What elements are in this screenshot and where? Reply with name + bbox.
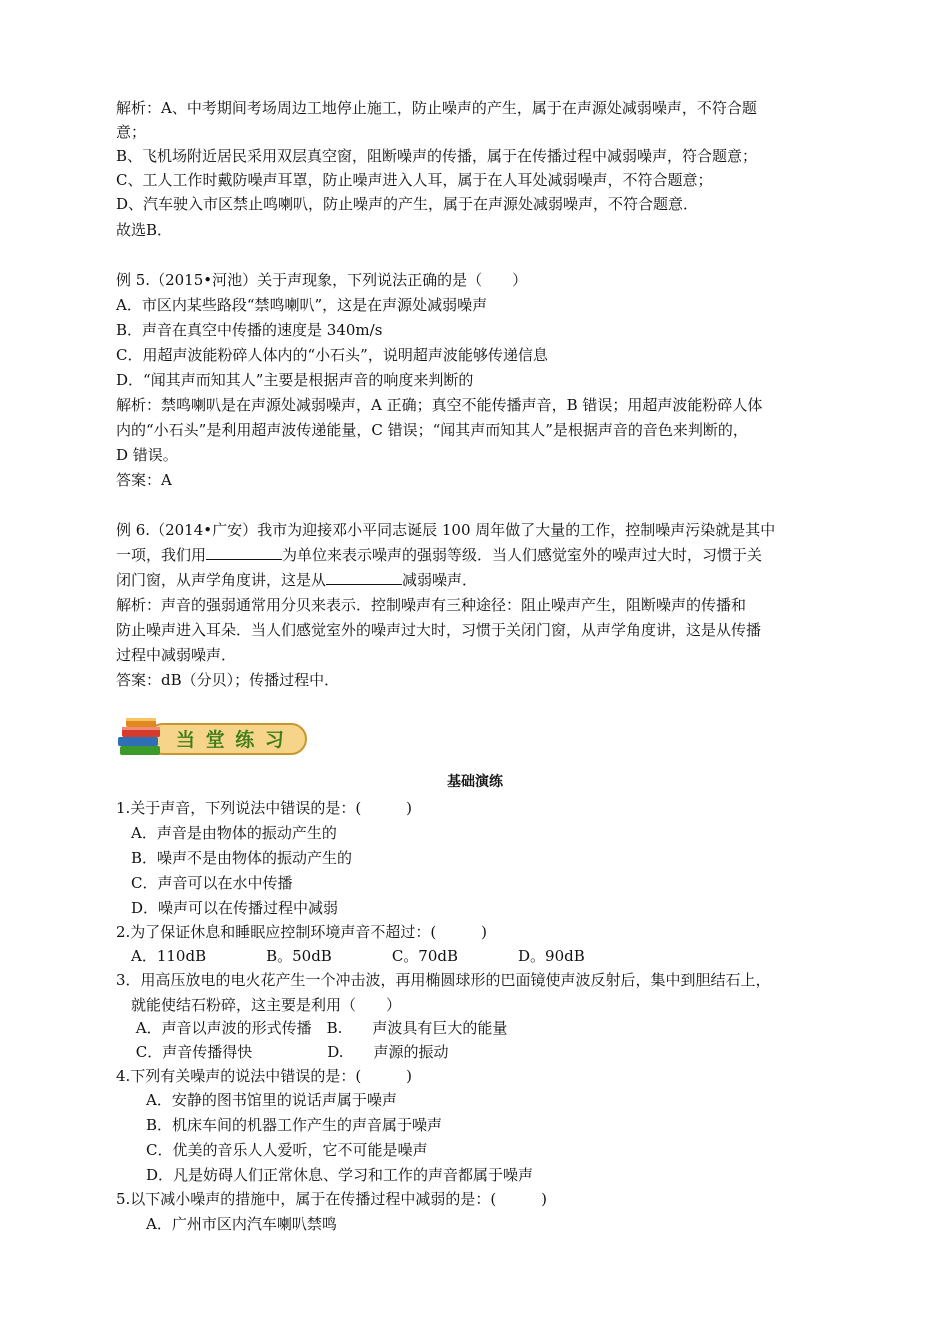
q2-options: A．110dB B。50dB C。70dB D。90dB xyxy=(116,947,585,965)
ex5-analysis-1: 解析：禁鸣喇叭是在声源处减弱噪声，A 正确；真空不能传播声音，B 错误；用超声波能粉碎人体 xyxy=(116,396,763,414)
q1-b: B．噪声不是由物体的振动产生的 xyxy=(116,849,353,867)
ex6-analysis-2: 防止噪声进入耳朵．当人们感觉室外的噪声过大时，习惯于关闭门窗，从声学角度讲，这是从传播 xyxy=(116,621,762,639)
ex5-option-c: C．用超声波能粉碎人体内的“小石头”，说明超声波能够传递信息 xyxy=(116,346,548,364)
answer-blank-1 xyxy=(206,545,282,560)
analysis-line-1: 解析：A、中考期间考场周边工地停止施工，防止噪声的产生，属于在声源处减弱噪声，不符合题 xyxy=(116,99,757,117)
section-title: 基础演练 xyxy=(447,774,503,790)
q3-cd: C．声音传播得快 D. 声源的振动 xyxy=(116,1043,449,1061)
ex5-analysis-2: 内的“小石头”是利用超声波传递能量，C 错误；“闻其声而知其人”是根据声音的音色来判断的， xyxy=(116,421,748,439)
ex6-line-2 xyxy=(116,543,762,567)
q1: 1.关于声音，下列说法中错误的是：( ) xyxy=(116,799,413,817)
q3-cont: 就能使结石粉碎，这主要是利用（ ） xyxy=(116,996,402,1014)
ex5-analysis-3: D 错误。 xyxy=(116,446,178,464)
ex6-line-3 xyxy=(116,568,477,592)
ex6-analysis-1: 解析：声音的强弱通常用分贝来表示．控制噪声有三种途径：阻止噪声产生，阻断噪声的传播和 xyxy=(116,596,747,614)
ex6-answer: 答案：dB（分贝）；传播过程中． xyxy=(116,671,340,689)
q2: 2.为了保证休息和睡眠应控制环境声音不超过：( ) xyxy=(116,923,488,941)
analysis-line-6: 故选B． xyxy=(116,221,173,239)
analysis-line-5: D、汽车驶入市区禁止鸣喇叭，防止噪声的产生，属于在声源处减弱噪声，不符合题意． xyxy=(116,195,699,213)
analysis-line-2: 意； xyxy=(116,123,147,141)
ex6-analysis-3: 过程中减弱噪声． xyxy=(116,646,237,664)
q1-c: C．声音可以在水中传播 xyxy=(116,874,293,892)
analysis-line-3: B、飞机场附近居民采用双层真空窗，阻断噪声的传播，属于在传播过程中减弱噪声，符合题意； xyxy=(116,147,758,165)
q4-c: C．优美的音乐人人爱听，它不可能是噪声 xyxy=(116,1141,428,1159)
ex6-line-1: 例 6.（2014•广安）我市为迎接邓小平同志诞辰 100 周年做了大量的工作，控制噪声污染就是其中 xyxy=(116,521,776,539)
q1-d: D．噪声可以在传播过程中减弱 xyxy=(116,899,339,917)
ex6-line-2a: 一项，我们用 xyxy=(116,546,207,564)
ex6-line-3a: 闭门窗，从声学角度讲，这是从 xyxy=(116,571,327,589)
ex5-answer: 答案：A xyxy=(116,471,172,489)
ex6-line-3b: 减弱噪声． xyxy=(402,571,478,589)
analysis-line-4: C、工人工作时戴防噪声耳罩，防止噪声进入人耳，属于在人耳处减弱噪声，不符合题意； xyxy=(116,171,713,189)
q4-a: A．安静的图书馆里的说话声属于噪声 xyxy=(116,1091,397,1109)
q4: 4.下列有关噪声的说法中错误的是：( ) xyxy=(116,1067,413,1085)
ex5-option-b: B．声音在真空中传播的速度是 340m/s xyxy=(116,321,383,339)
q3: 3．用高压放电的电火花产生一个冲击波，再用椭圆球形的巴面镜使声波反射后，集中到胆结石上， xyxy=(116,971,771,989)
ex5-option-a: A．市区内某些路段“禁鸣喇叭”，这是在声源处减弱噪声 xyxy=(116,296,488,314)
ex6-line-2b: 为单位来表示噪声的强弱等级．当人们感觉室外的噪声过大时，习惯于关 xyxy=(282,546,763,564)
books-icon xyxy=(118,718,160,755)
ex5-question: 例 5.（2015•河池）关于声现象，下列说法正确的是（ ） xyxy=(116,271,528,289)
q5-a: A．广州市区内汽车喇叭禁鸣 xyxy=(116,1215,337,1233)
q4-d: D．凡是妨碍人们正常休息、学习和工作的声音都属于噪声 xyxy=(116,1166,534,1184)
q3-ab: A．声音以声波的形式传播 B. 声波具有巨大的能量 xyxy=(116,1019,508,1037)
banner-text: 当 堂 练 习 xyxy=(176,729,286,751)
practice-banner xyxy=(114,712,310,762)
q4-b: B．机床车间的机器工作产生的声音属于噪声 xyxy=(116,1116,443,1134)
q1-a: A．声音是由物体的振动产生的 xyxy=(116,824,337,842)
answer-blank-2 xyxy=(326,570,402,585)
ex5-option-d: D．“闻其声而知其人”主要是根据声音的响度来判断的 xyxy=(116,371,474,389)
q5: 5.以下减小噪声的措施中，属于在传播过程中减弱的是：( ) xyxy=(116,1190,548,1208)
